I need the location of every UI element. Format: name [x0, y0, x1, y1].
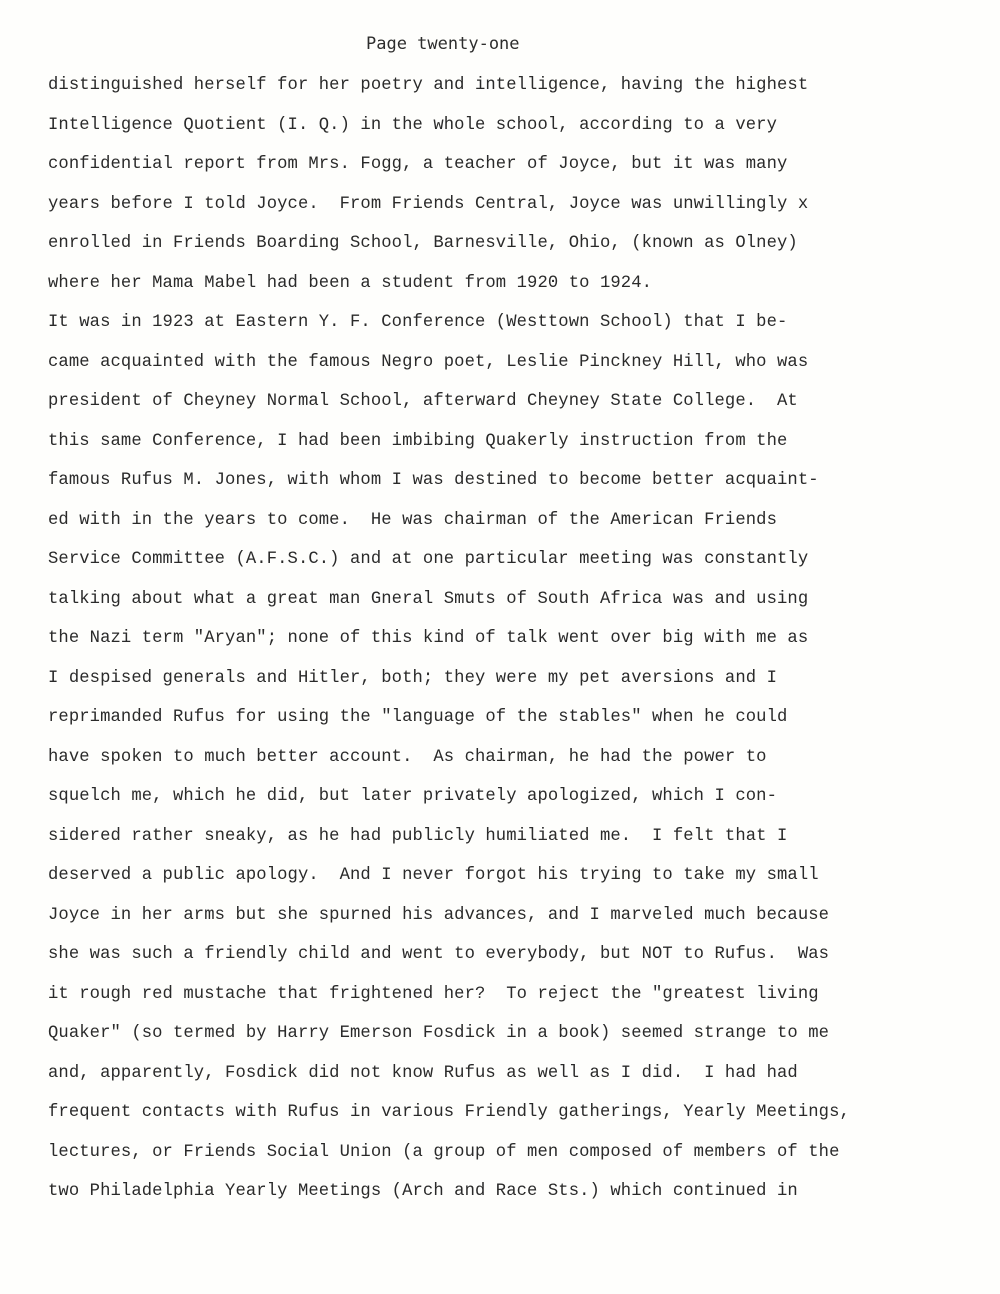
text-line: lectures, or Friends Social Union (a group of men composed of members of the	[48, 1142, 840, 1162]
text-line: years before I told Joyce. From Friends Central, Joyce was unwillingly x	[48, 194, 809, 214]
text-line: two Philadelphia Yearly Meetings (Arch and Race Sts.) which continued in	[48, 1182, 798, 1201]
text-line: talking about what a great man Gneral Smuts of South Africa was and using	[48, 589, 809, 609]
text-line: It was in 1923 at Eastern Y. F. Conference (Westtown School) that I be-	[48, 313, 788, 332]
text-line: came acquainted with the famous Negro poet, Leslie Pinckney Hill, who was	[48, 352, 809, 372]
text-line: deserved a public apology. And I never forgot his trying to take my small	[48, 866, 819, 885]
text-line: where her Mama Mabel had been a student from 1920 to 1924.	[48, 273, 653, 293]
text-line: squelch me, which he did, but later privately apologized, which I con-	[48, 787, 777, 806]
text-line: ed with in the years to come. He was chairman of the American Friends	[48, 510, 777, 530]
text-line: sidered rather sneaky, as he had publicly humiliated me. I felt that I	[48, 826, 788, 846]
text-line: it rough red mustache that frightened her? To reject the "greatest living	[48, 984, 819, 1004]
text-line: Joyce in her arms but she spurned his advances, and I marveled much because	[48, 905, 830, 925]
body-text	[48, 66, 968, 1212]
text-line: I despised generals and Hitler, both; they were my pet aversions and I	[48, 668, 777, 688]
text-line: famous Rufus M. Jones, with whom I was destined to become better acquaint-	[48, 471, 819, 490]
text-line: she was such a friendly child and went to everybody, but NOT to Rufus. Was	[48, 945, 830, 964]
text-line: and, apparently, Fosdick did not know Rufus as well as I did. I had had	[48, 1063, 798, 1083]
text-line: Service Committee (A.F.S.C.) and at one particular meeting was constantly	[48, 550, 809, 569]
text-line: confidential report from Mrs. Fogg, a teacher of Joyce, but it was many	[48, 155, 788, 174]
page-number-header: Page twenty-one	[366, 34, 520, 54]
text-line: Intelligence Quotient (I. Q.) in the whole school, according to a very	[48, 115, 777, 135]
text-line: enrolled in Friends Boarding School, Barnesville, Ohio, (known as Olney)	[48, 234, 798, 253]
text-line: president of Cheyney Normal School, afterward Cheyney State College. At	[48, 392, 798, 411]
text-line: the Nazi term "Aryan"; none of this kind of talk went over big with me as	[48, 629, 809, 648]
text-line: frequent contacts with Rufus in various Friendly gatherings, Yearly Meetings,	[48, 1103, 850, 1122]
text-line: reprimanded Rufus for using the "language of the stables" when he could	[48, 708, 788, 727]
text-line: distinguished herself for her poetry and intelligence, having the highest	[48, 76, 809, 95]
text-line: Quaker" (so termed by Harry Emerson Fosdick in a book) seemed strange to me	[48, 1024, 830, 1043]
text-line: have spoken to much better account. As chairman, he had the power to	[48, 747, 767, 767]
text-line: this same Conference, I had been imbibing Quakerly instruction from the	[48, 431, 788, 451]
